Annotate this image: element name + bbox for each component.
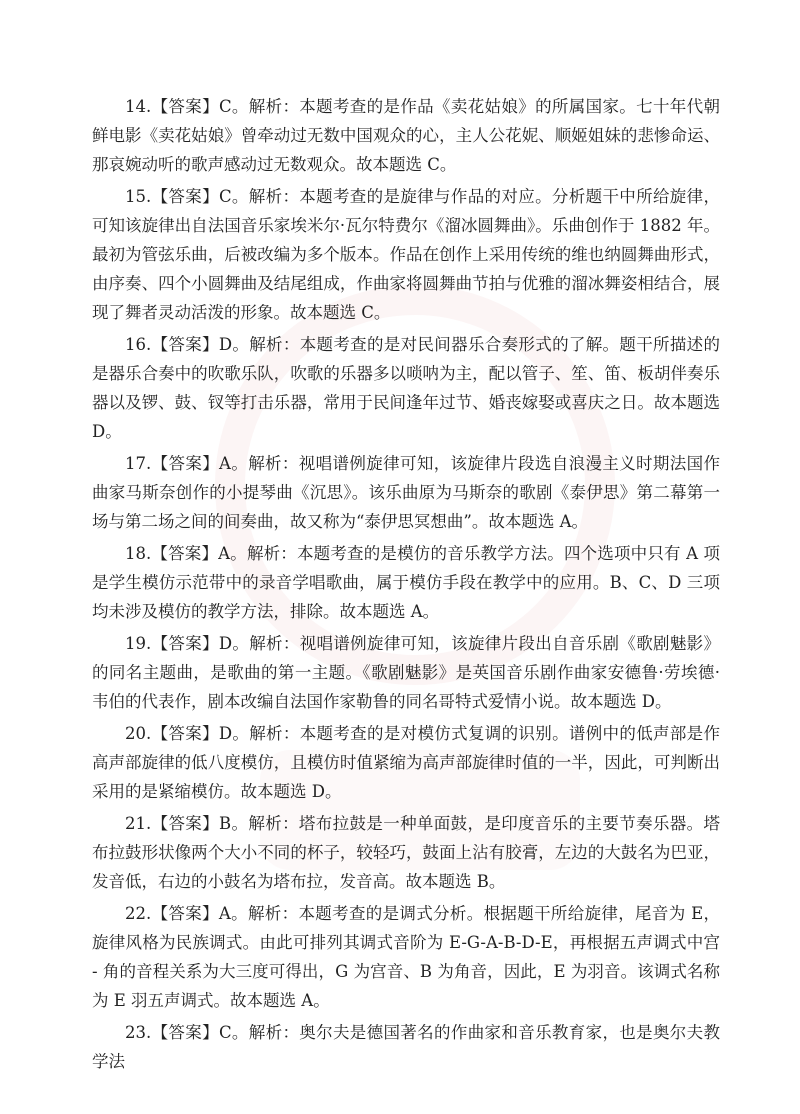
answer-item-15: 15.【答案】C。解析：本题考查的是旋律与作品的对应。分析题干中所给旋律，可知该旋律出自法国音乐家埃米尔·瓦尔特费尔《溜冰圆舞曲》。乐曲创作于 1882 年。最初为管弦乐曲，后被改编为多个版本。作品在创作上采用传统的维也纳圆舞曲形式，由序奏、四个小圆舞曲及结尾组成，作曲家将圆舞曲节拍与优雅的溜冰舞姿相结合，展现了舞者灵动活泼的形象。故本题选 C。 <box>92 187 720 322</box>
answer-item-18: 18.【答案】A。解析：本题考查的是模仿的音乐教学方法。四个选项中只有 A 项是学生模仿示范带中的录音学唱歌曲，属于模仿手段在教学中的应用。B、C、D 三项均未涉及模仿的教学方法，排除。故本题选 A。 <box>92 544 720 621</box>
answer-item-14: 14.【答案】C。解析：本题考查的是作品《卖花姑娘》的所属国家。七十年代朝鲜电影《卖花姑娘》曾牵动过无数中国观众的心，主人公花妮、顺姬姐妹的悲惨命运、那哀婉动听的歌声感动过无数观众。故本题选 C。 <box>92 97 720 174</box>
answer-item-21: 21.【答案】B。解析：塔布拉鼓是一种单面鼓，是印度音乐的主要节奏乐器。塔布拉鼓形状像两个大小不同的杯子，较轻巧，鼓面上沾有胶膏，左边的大鼓名为巴亚，发音低，右边的小鼓名为塔布拉，发音高。故本题选 B。 <box>92 814 720 891</box>
answer-item-17: 17.【答案】A。解析：视唱谱例旋律可知，该旋律片段选自浪漫主义时期法国作曲家马斯奈创作的小提琴曲《沉思》。该乐曲原为马斯奈的歌剧《泰伊思》第二幕第一场与第二场之间的间奏曲，故又称为“泰伊思冥想曲”。故本题选 A。 <box>92 454 720 531</box>
answer-item-22: 22.【答案】A。解析：本题考查的是调式分析。根据题干所给旋律，尾音为 E，旋律风格为民族调式。由此可排列其调式音阶为 E-G-A-B-D-E，再根据五声调式中宫 - 角的音程关系为大三度可得出，G 为宫音、B 为角音，因此，E 为羽音。该调式名称为 E 羽五声调式。故本题选 A。 <box>92 904 720 1010</box>
answer-item-16: 16.【答案】D。解析：本题考查的是对民间器乐合奏形式的了解。题干所描述的是器乐合奏中的吹歌乐队，吹歌的乐器多以唢呐为主，配以管子、笙、笛、板胡伴奏乐器以及锣、鼓、钗等打击乐器，常用于民间逢年过节、婚丧嫁娶或喜庆之日。故本题选 D。 <box>92 335 720 441</box>
answer-explanations <box>92 92 720 1079</box>
answer-item-19: 19.【答案】D。解析：视唱谱例旋律可知，该旋律片段出自音乐剧《歌剧魅影》的同名主题曲，是歌曲的第一主题。《歌剧魅影》是英国音乐剧作曲家安德鲁·劳埃德·韦伯的代表作，剧本改编自法国作家勒鲁的同名哥特式爱情小说。故本题选 D。 <box>92 634 720 711</box>
answer-item-23: 23.【答案】C。解析：奥尔夫是德国著名的作曲家和音乐教育家，也是奥尔夫教学法 <box>92 1023 720 1071</box>
answer-item-20: 20.【答案】D。解析：本题考查的是对模仿式复调的识别。谱例中的低声部是作高声部旋律的低八度模仿，且模仿时值紧缩为高声部旋律时值的一半，因此，可判断出采用的是紧缩模仿。故本题选 D。 <box>92 724 720 801</box>
